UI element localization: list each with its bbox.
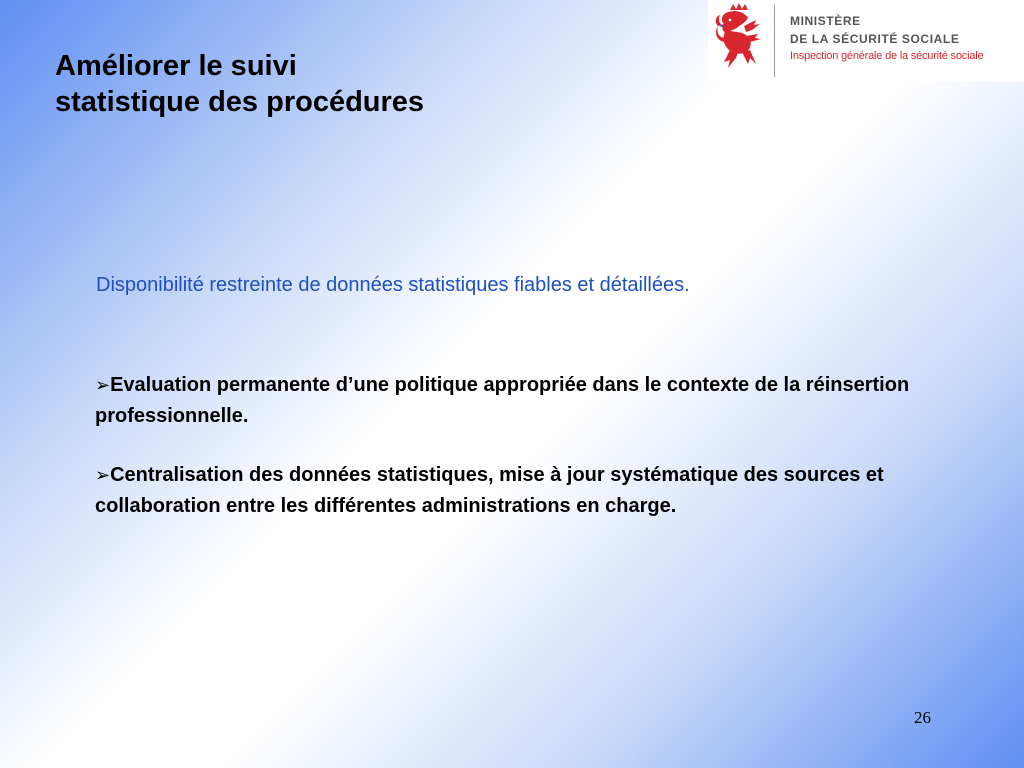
slide-title-line-1: Améliorer le suivi <box>55 50 297 82</box>
bullet-text: Evaluation permanente d’une politique appropriée dans le contexte de la réinsertion professionnelle. <box>95 374 910 427</box>
page-number: 26 <box>914 708 931 727</box>
logo-ministry-label: MINISTÈRE <box>790 14 861 28</box>
arrow-bullet-icon: ➢ <box>95 375 111 396</box>
red-lion-icon <box>708 0 770 82</box>
ministry-logo <box>708 0 1024 82</box>
bullet-text: Centralisation des données statistiques, mise à jour systématique des sources et collaboration entre les différentes administrations en charge. <box>95 464 884 517</box>
logo-inspection-name: Inspection générale de la sécurité sociale <box>790 50 984 62</box>
slide-subtitle: Disponibilité restreinte de données statistiques fiables et détaillées. <box>96 274 690 296</box>
bullet-item <box>95 460 980 522</box>
bullet-item <box>95 370 980 432</box>
logo-ministry-name: DE LA SÉCURITÉ SOCIALE <box>790 32 960 46</box>
slide-title-line-2: statistique des procédures <box>55 86 425 118</box>
arrow-bullet-icon: ➢ <box>95 465 111 486</box>
logo-divider <box>774 5 775 77</box>
slide-title <box>55 48 424 120</box>
